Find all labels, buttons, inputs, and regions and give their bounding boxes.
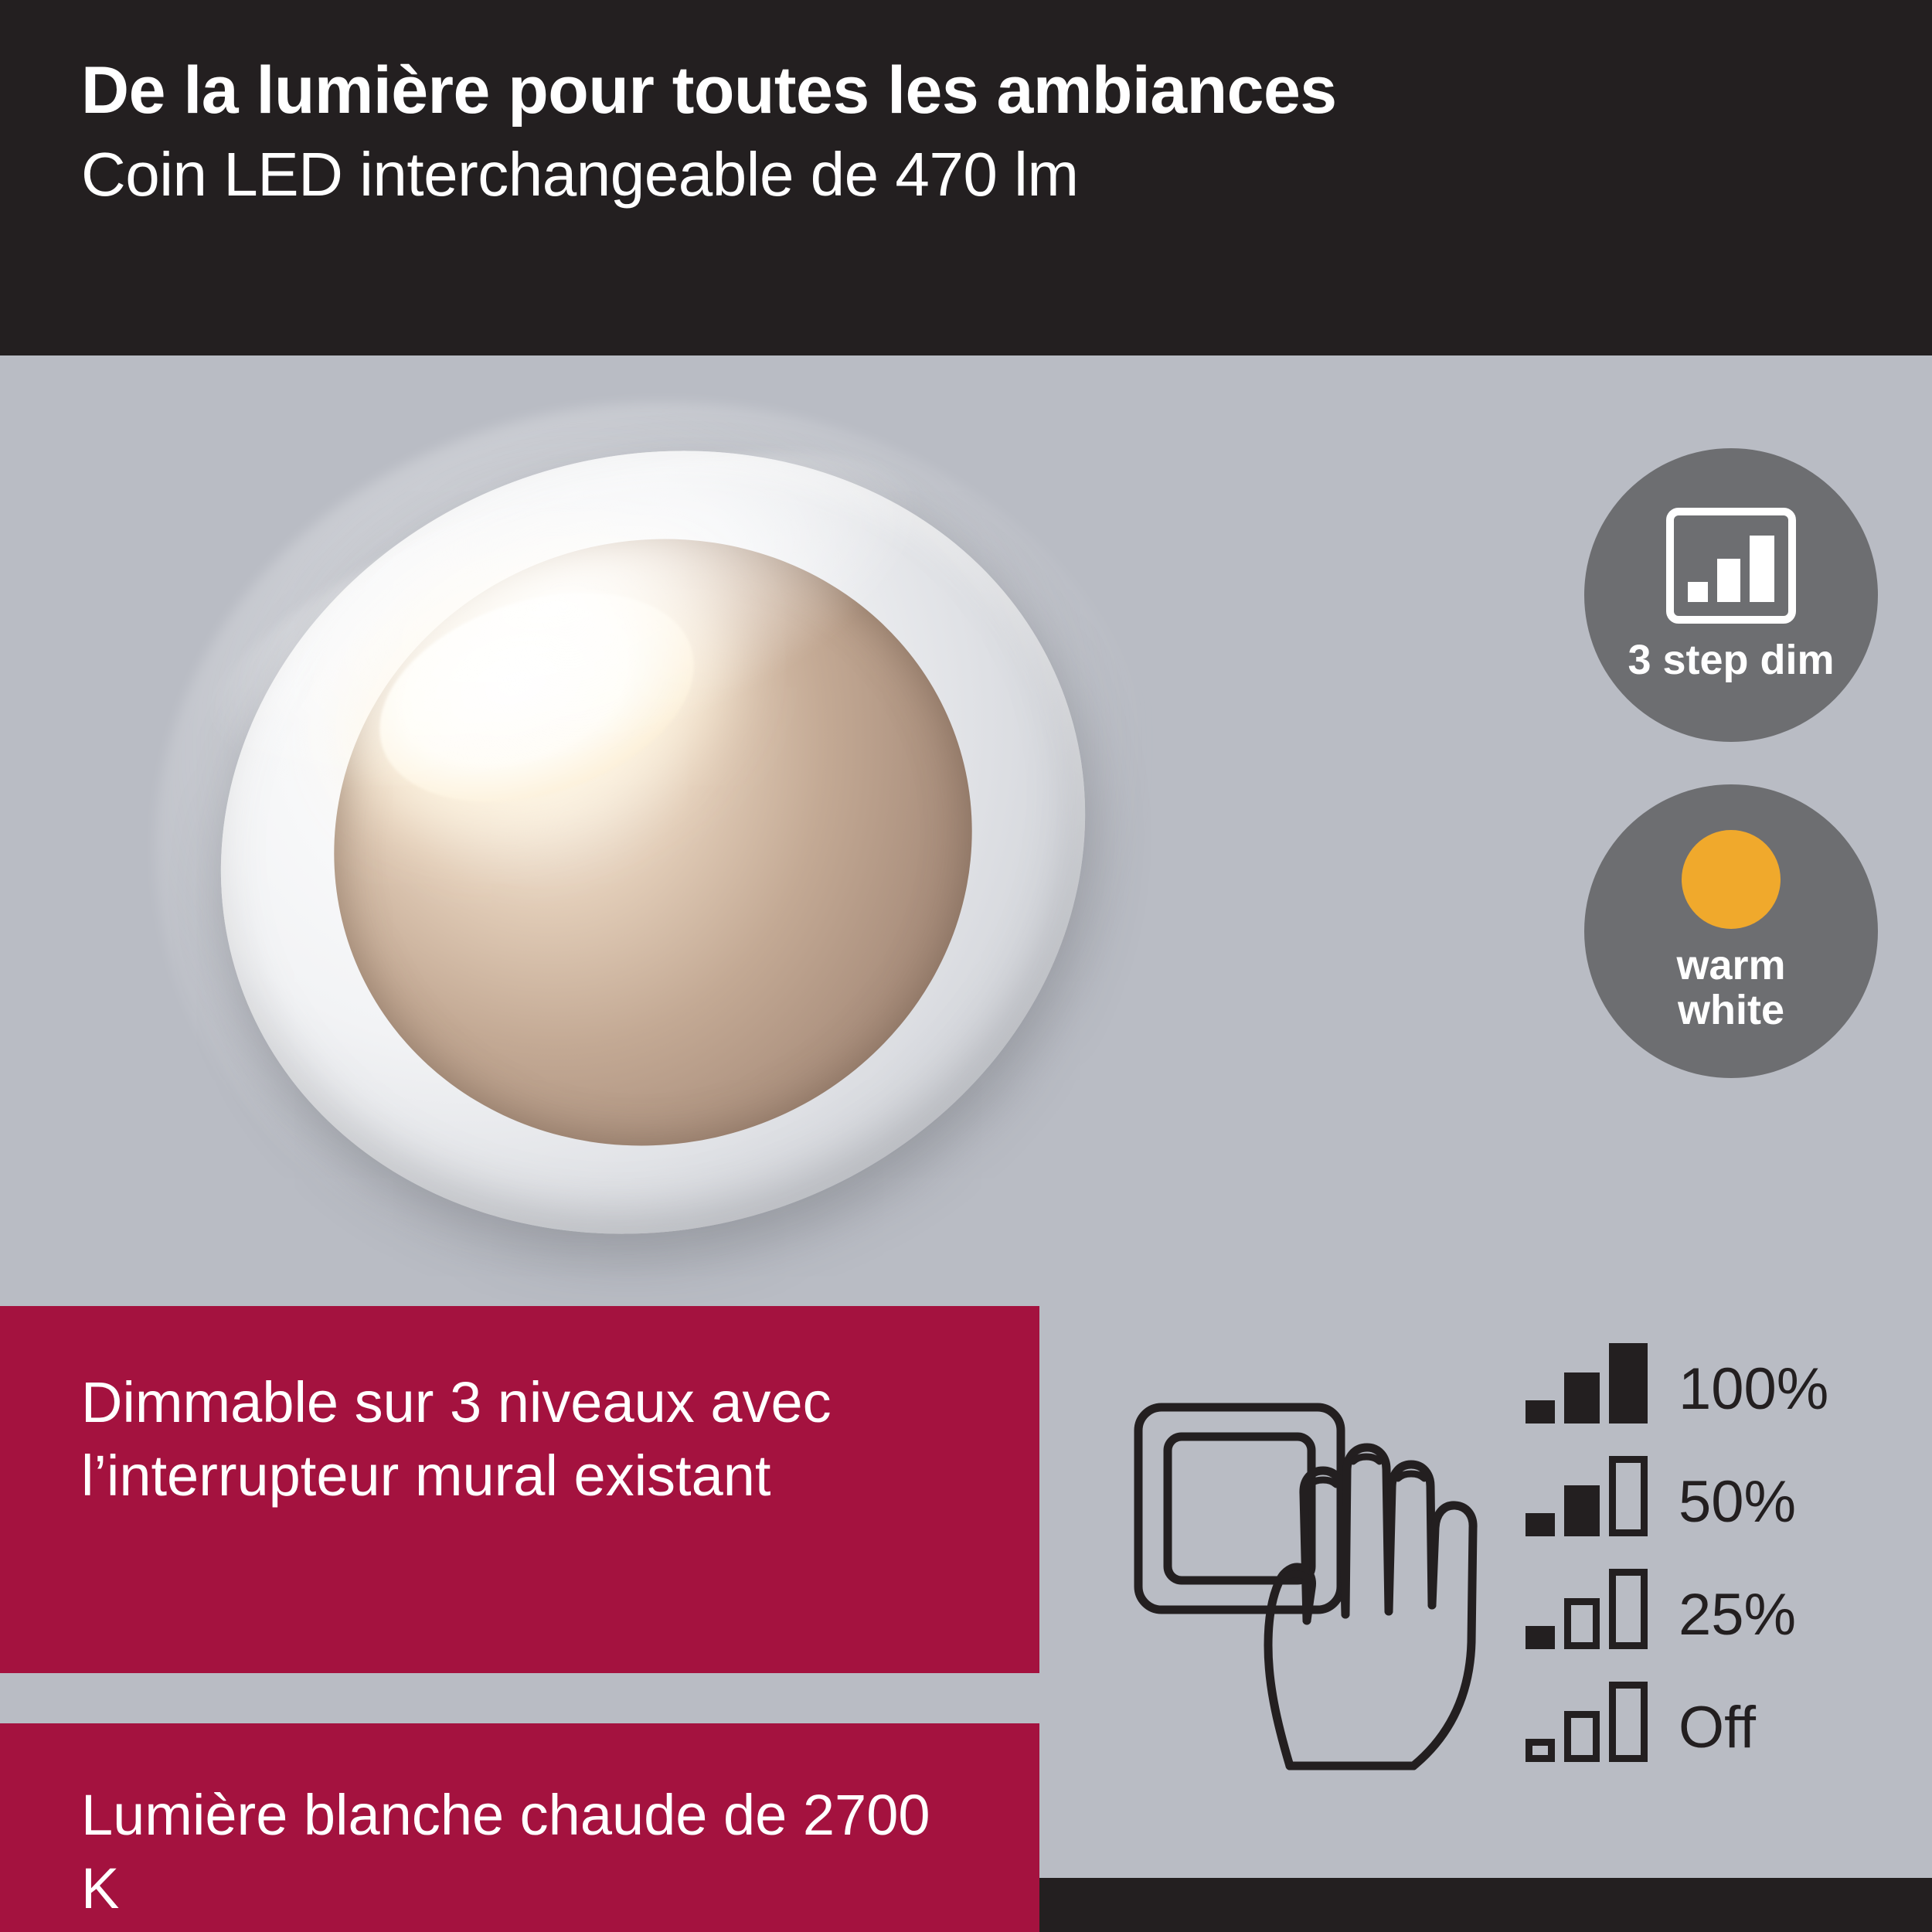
dim-bar-medium: [1564, 1372, 1600, 1423]
badge-warm-white-label-line1: warm: [1676, 941, 1786, 988]
dim-bar-large: [1609, 1343, 1648, 1423]
product-photo: [0, 355, 1932, 1306]
callout-dimmable-text: Dimmable sur 3 niveaux avec l’interrupteur mural existant: [81, 1370, 832, 1508]
dim-bar-medium: [1564, 1598, 1600, 1649]
badge-3-step-dim-label: 3 step dim: [1628, 636, 1835, 683]
dim-level-label: 25%: [1679, 1582, 1797, 1648]
dim-level-bars-off: [1522, 1679, 1652, 1762]
dim-steps-icon: [1666, 508, 1796, 624]
warm-white-dot-icon: [1682, 830, 1781, 929]
dim-bar-small: [1526, 1400, 1555, 1423]
dim-bar-small: [1526, 1626, 1555, 1649]
dim-level-bars-100: [1522, 1340, 1652, 1423]
badge-warm-white: [1584, 784, 1878, 1078]
dim-bar-small: [1526, 1739, 1555, 1762]
page-subtitle: Coin LED interchangeable de 470 lm: [81, 140, 1079, 209]
dim-level-label: 100%: [1679, 1356, 1829, 1422]
callout-dimmable: [0, 1306, 1039, 1673]
badge-warm-white-label-line2: white: [1677, 987, 1784, 1033]
dim-steps-icon-bar-3: [1750, 536, 1774, 602]
callout-warm-light: [0, 1723, 1039, 1932]
dim-level-row: [1522, 1547, 1924, 1649]
dim-bar-small: [1526, 1513, 1555, 1536]
dim-level-label: 50%: [1679, 1469, 1797, 1535]
dim-bar-large: [1609, 1682, 1648, 1762]
dim-steps-icon-bar-2: [1717, 559, 1740, 602]
dim-level-bars-50: [1522, 1453, 1652, 1536]
dim-level-list: [1522, 1321, 1924, 1773]
dim-level-label: Off: [1679, 1695, 1756, 1760]
dim-level-row: [1522, 1321, 1924, 1423]
dim-level-row: [1522, 1434, 1924, 1536]
dim-bar-large: [1609, 1456, 1648, 1536]
bottom-bar: [1039, 1878, 1932, 1932]
header-banner: [0, 0, 1932, 355]
dim-bar-medium: [1564, 1711, 1600, 1762]
hand-pressing-wall-switch-icon: [1124, 1333, 1488, 1789]
dim-steps-icon-bar-1: [1688, 582, 1708, 602]
callout-warm-light-text: Lumière blanche chaude de 2700 K: [81, 1783, 930, 1920]
dim-level-bars-25: [1522, 1566, 1652, 1649]
dim-level-row: [1522, 1660, 1924, 1762]
dim-bar-medium: [1564, 1485, 1600, 1536]
page-title: De la lumière pour toutes les ambiances: [81, 53, 1337, 128]
dim-bar-large: [1609, 1569, 1648, 1649]
badge-3-step-dim: [1584, 448, 1878, 742]
